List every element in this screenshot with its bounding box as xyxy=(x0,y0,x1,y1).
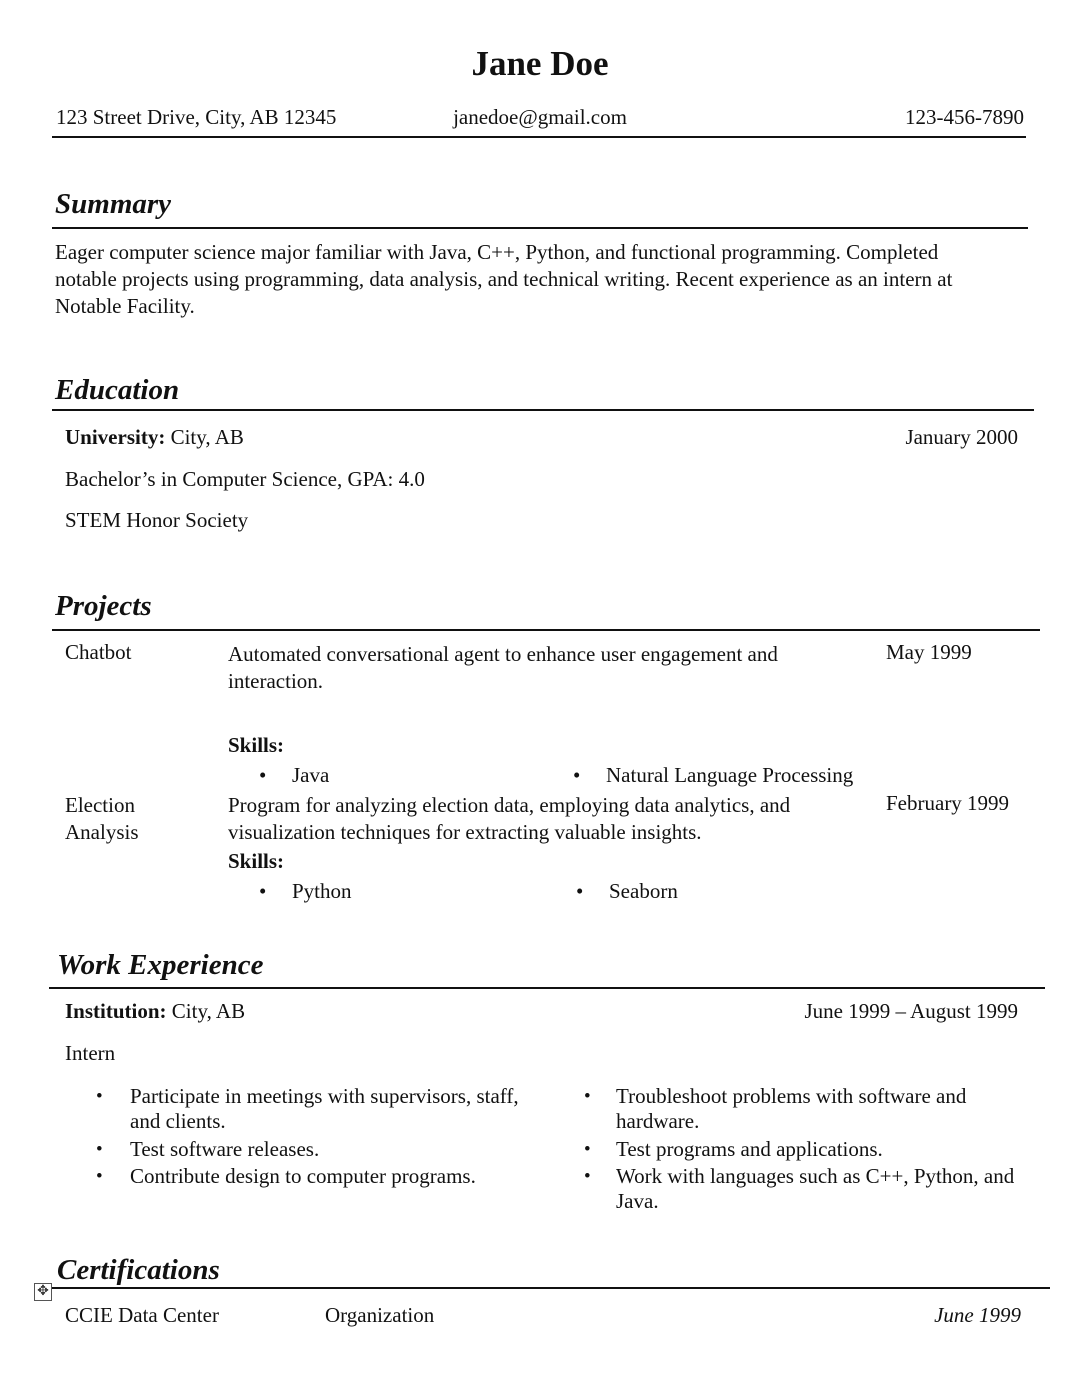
project-skill: Seaborn xyxy=(609,879,678,903)
certification-date: June 1999 xyxy=(934,1303,1021,1327)
project-skill: Python xyxy=(292,879,352,903)
certification-name: CCIE Data Center xyxy=(65,1303,219,1327)
work-employer-label: Institution: xyxy=(65,999,167,1023)
duty-text: Work with languages such as C++, Python, and Java. xyxy=(616,1164,1015,1213)
summary-text: Eager computer science major familiar with Java, C++, Python, and functional programming. Completed notable projects using programming, data analysis, and technical writing. Recent experience as an intern at Notable Facility. xyxy=(55,240,953,318)
resume-name: Jane Doe xyxy=(471,44,609,83)
duty-item xyxy=(584,1137,1016,1162)
work-dates: June 1999 – August 1999 xyxy=(804,999,1018,1023)
work-role: Intern xyxy=(65,1041,116,1065)
duty-bullet: • xyxy=(584,1086,591,1107)
duty-text: Contribute design to computer programs. xyxy=(130,1164,476,1188)
education-school-location: City, AB xyxy=(165,425,244,449)
work-employer xyxy=(65,999,245,1024)
duty-text: Troubleshoot problems with software and hardware. xyxy=(616,1084,967,1133)
project-description: Automated conversational agent to enhance user engagement and interaction. xyxy=(228,642,778,693)
project-name: Election Analysis xyxy=(65,793,139,844)
skill-bullet: • xyxy=(576,879,584,903)
contact-email: janedoe@gmail.com xyxy=(453,105,627,129)
duty-text: Test programs and applications. xyxy=(616,1137,883,1161)
section-heading-education: Education xyxy=(55,374,180,406)
duty-item xyxy=(584,1164,1016,1214)
certifications-divider xyxy=(52,1287,1050,1289)
work-divider xyxy=(49,987,1045,989)
move-handle-icon[interactable]: ✥ xyxy=(34,1283,52,1301)
education-divider xyxy=(52,409,1034,411)
contact-phone: 123-456-7890 xyxy=(905,105,1024,129)
projects-divider xyxy=(52,629,1040,631)
section-heading-projects: Projects xyxy=(55,590,152,622)
contact-address: 123 Street Drive, City, AB 12345 xyxy=(56,105,337,129)
section-heading-summary: Summary xyxy=(55,188,172,220)
duty-bullet: • xyxy=(96,1139,103,1160)
duty-item xyxy=(96,1084,550,1134)
skill-bullet: • xyxy=(573,763,581,787)
project-name: Chatbot xyxy=(65,640,132,664)
project-skill: Java xyxy=(292,763,330,787)
project-skill: Natural Language Processing xyxy=(606,763,854,787)
summary-divider xyxy=(52,227,1028,229)
header-divider xyxy=(52,136,1026,138)
work-duties-left xyxy=(96,1084,550,1189)
education-honor: STEM Honor Society xyxy=(65,508,249,532)
education-degree: Bachelor’s in Computer Science, GPA: 4.0 xyxy=(65,467,425,491)
work-duties-right xyxy=(584,1084,1016,1214)
duty-item xyxy=(96,1164,550,1189)
education-school-label: University: xyxy=(65,425,166,449)
duty-bullet: • xyxy=(96,1086,103,1107)
duty-bullet: • xyxy=(584,1139,591,1160)
education-date: January 2000 xyxy=(905,425,1018,449)
project-skills-label: Skills: xyxy=(228,849,285,873)
duty-item xyxy=(96,1137,550,1162)
duty-item xyxy=(584,1084,1016,1134)
project-date: February 1999 xyxy=(886,791,1010,815)
education-school xyxy=(65,425,244,450)
section-heading-certifications: Certifications xyxy=(57,1254,220,1286)
duty-bullet: • xyxy=(96,1166,103,1187)
project-date: May 1999 xyxy=(886,640,972,664)
project-skills-label: Skills: xyxy=(228,733,285,757)
skill-bullet: • xyxy=(259,763,267,787)
duty-bullet: • xyxy=(584,1166,591,1187)
project-description: Program for analyzing election data, employing data analytics, and visualization techniques for extracting valuable insights. xyxy=(228,793,791,844)
section-heading-work-experience: Work Experience xyxy=(57,949,264,981)
work-employer-location: City, AB xyxy=(166,999,246,1023)
duty-text: Test software releases. xyxy=(130,1137,320,1161)
duty-text: Participate in meetings with supervisors, staff, and clients. xyxy=(130,1084,519,1133)
certification-issuer: Organization xyxy=(325,1303,435,1327)
skill-bullet: • xyxy=(259,879,267,903)
